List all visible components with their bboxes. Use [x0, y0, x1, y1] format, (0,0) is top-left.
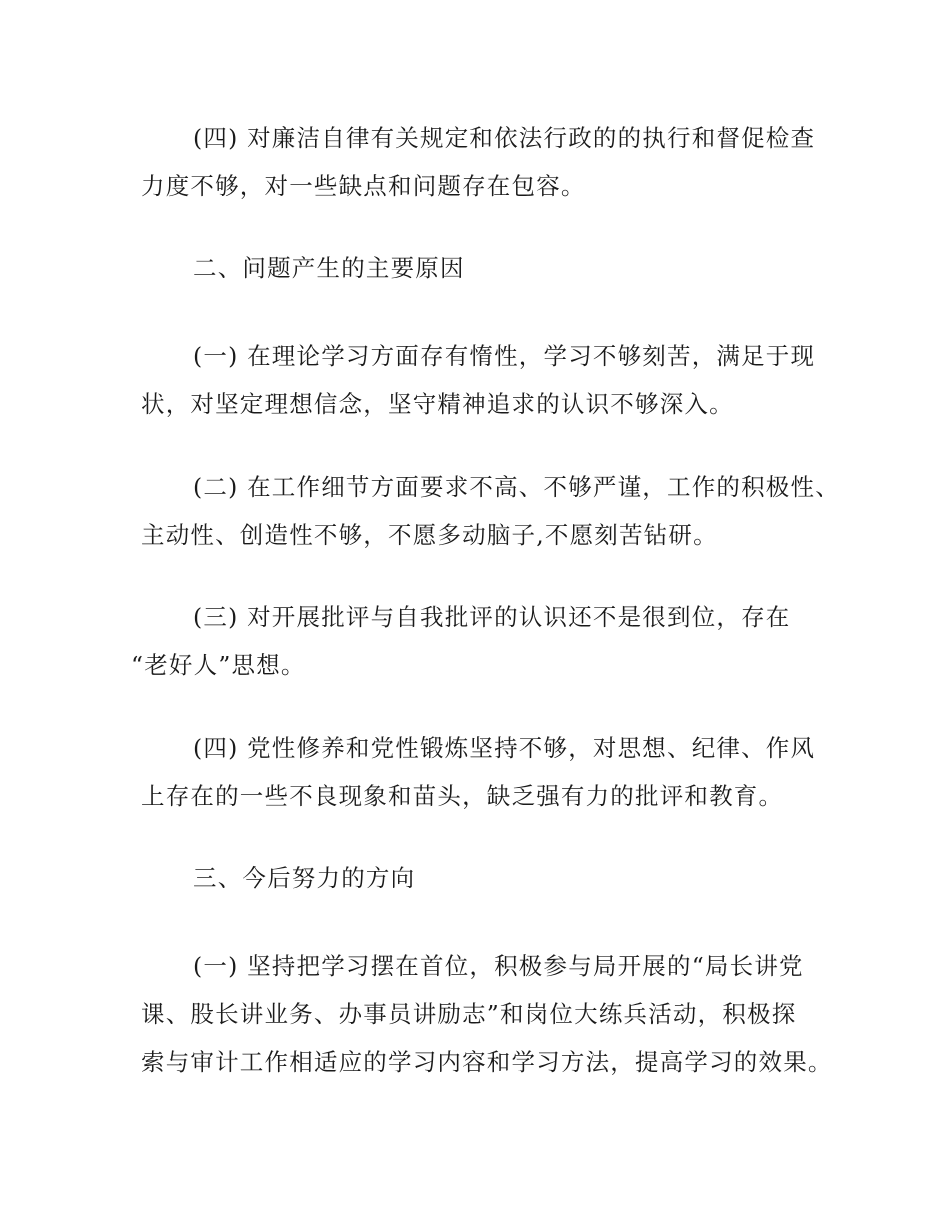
paragraph-study-priority: [141, 942, 831, 1086]
text-line: (一) 坚持把学习摆在首位，积极参与局开展的“局长讲党: [193, 952, 804, 980]
heading-text: 三、今后努力的方向: [193, 864, 416, 892]
text-line: 上存在的一些不良现象和苗头，缺乏强有力的批评和教育。: [141, 782, 784, 810]
text-line: 索与审计工作相适应的学习内容和学习方法，提高学习的效果。: [141, 1048, 833, 1076]
text-line: (四) 党性修养和党性锻炼坚持不够，对思想、纪律、作风: [193, 734, 816, 762]
paragraph-work-details: [141, 463, 840, 559]
text-line: (三) 对开展批评与自我批评的认识还不是很到位，存在: [193, 603, 791, 631]
paragraph-criticism: [131, 593, 831, 689]
text-line: (四) 对廉洁自律有关规定和依法行政的的执行和督促检查: [193, 124, 816, 152]
text-line: “老好人”思想。: [131, 651, 306, 679]
paragraph-party-spirit: [141, 724, 831, 820]
text-line: 课、股长讲业务、办事员讲励志”和岗位大练兵活动，积极探: [141, 1000, 797, 1028]
paragraph-discipline-enforcement: [141, 114, 831, 210]
heading-text: 二、问题产生的主要原因: [193, 254, 465, 282]
text-line: 状，对坚定理想信念，坚守精神追求的认识不够深入。: [141, 390, 734, 418]
section-heading-direction: [141, 854, 831, 902]
paragraph-theory-study: [141, 332, 831, 428]
text-line: (二) 在工作细节方面要求不高、不够严谨，工作的积极性、: [193, 473, 840, 501]
text-line: 力度不够，对一些缺点和问题存在包容。: [141, 172, 586, 200]
section-heading-causes: [141, 244, 831, 292]
text-line: (一) 在理论学习方面存有惰性，学习不够刻苦，满足于现: [193, 342, 816, 370]
text-line: 主动性、创造性不够，不愿多动脑子,不愿刻苦钻研。: [141, 521, 718, 549]
